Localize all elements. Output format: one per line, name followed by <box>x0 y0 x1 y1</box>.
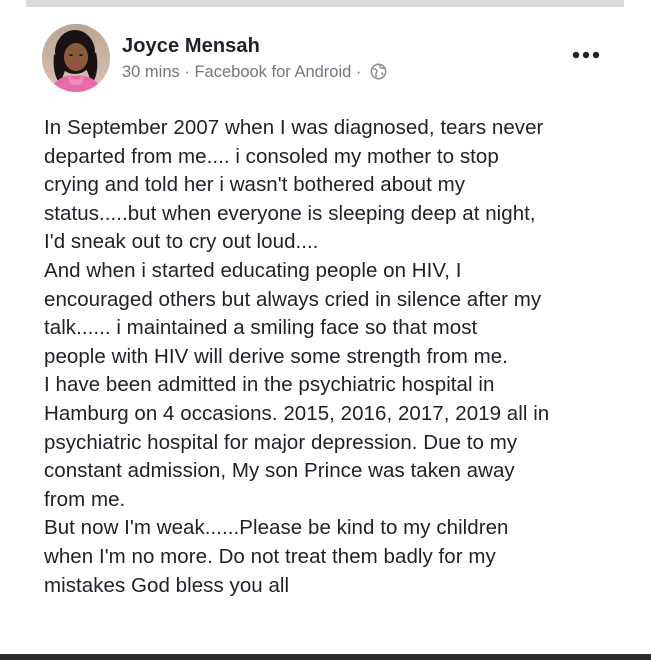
post-body-line: I have been admitted in the psychiatric hospital in <box>44 373 495 397</box>
post-timestamp[interactable]: 30 mins <box>122 63 180 81</box>
post-body-line: when I'm no more. Do not treat them badly for my <box>44 544 496 568</box>
post-body-line: psychiatric hospital for major depression. Due to my <box>44 430 518 454</box>
previous-post-edge <box>26 0 624 7</box>
more-options-button[interactable] <box>568 47 604 63</box>
post-body-line: from me. <box>44 487 126 511</box>
post-body-line: people with HIV will derive some strength from me. <box>44 344 508 368</box>
post-body-line: In September 2007 when I was diagnosed, tears never <box>44 116 544 139</box>
post-body-line: talk...... i maintained a smiling face so that most <box>44 316 478 340</box>
post-meta <box>122 63 387 85</box>
author-avatar[interactable] <box>42 24 110 92</box>
post-body-line: constant admission, My son Prince was taken away <box>44 459 515 483</box>
meta-separator-2: · <box>355 63 362 81</box>
facebook-post <box>0 7 651 654</box>
post-body-line: mistakes God bless you all <box>44 573 290 597</box>
post-source: Facebook for Android <box>194 63 352 81</box>
post-body-line: encouraged others but always cried in silence after my <box>44 287 542 311</box>
post-body-line: status.....but when everyone is sleeping deep at night, <box>44 201 536 225</box>
post-body-line: But now I'm weak......Please be kind to my children <box>44 516 509 540</box>
post-body <box>44 114 634 600</box>
post-body-line: departed from me.... i consoled my mother to stop <box>44 144 499 168</box>
author-name[interactable]: Joyce Mensah <box>122 35 260 57</box>
post-body-line: Hamburg on 4 occasions. 2015, 2016, 2017, 2019 all in <box>44 401 550 425</box>
meta-separator: · <box>184 63 190 81</box>
post-body-line: crying and told her i wasn't bothered about my <box>44 173 466 197</box>
post-body-line: I'd sneak out to cry out loud.... <box>44 230 319 254</box>
post-body-line: And when i started educating people on HIV, I <box>44 258 462 282</box>
globe-icon[interactable] <box>370 63 387 85</box>
avatar-photo-icon <box>42 24 110 92</box>
bottom-divider <box>0 654 651 660</box>
more-options-icon <box>568 47 604 63</box>
